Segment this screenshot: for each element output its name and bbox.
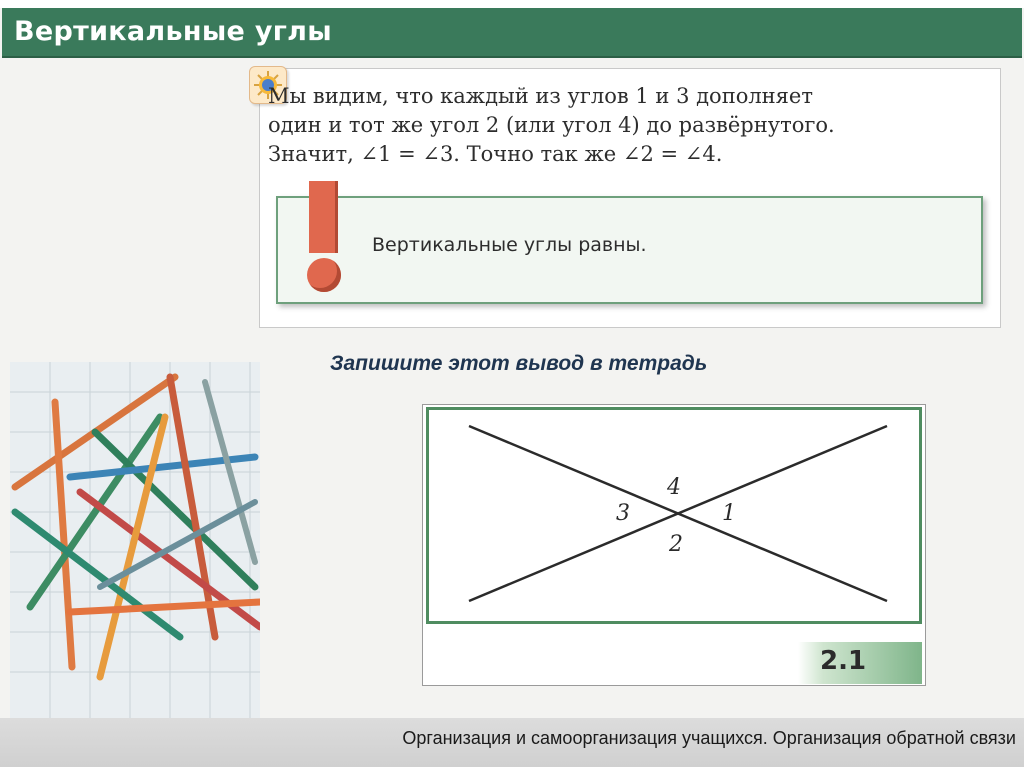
- explanation-paragraph: [268, 82, 998, 169]
- footer-text: Организация и самоорганизация учащихся. Организация обратной связи: [402, 728, 1016, 748]
- instruction-text: Запишите этот вывод в тетрадь: [330, 352, 708, 375]
- paragraph-line: один и тот же угол 2 (или угол 4) до развёрнутого.: [268, 113, 835, 137]
- angle-label-1: 1: [722, 501, 736, 526]
- angle-label-3: 3: [616, 501, 630, 526]
- title-bar: [2, 8, 1022, 58]
- angle-label-4: 4: [667, 475, 681, 500]
- pencils-photo: [10, 362, 260, 718]
- vertical-angles-diagram: [429, 410, 919, 621]
- figure-number: 2.1: [820, 646, 867, 676]
- angle-label-2: 2: [669, 532, 683, 557]
- exclamation-dot: [307, 258, 341, 292]
- slide-title: Вертикальные углы: [14, 16, 332, 47]
- figure-drawing-area: [426, 407, 922, 624]
- rule-text: Вертикальные углы равны.: [372, 234, 647, 256]
- paragraph-line: Значит, ∠1 = ∠3. Точно так же ∠2 = ∠4.: [268, 142, 723, 166]
- paragraph-line: Мы видим, что каждый из углов 1 и 3 дополняет: [268, 84, 813, 108]
- exclamation-icon: [309, 181, 338, 253]
- top-edge: [0, 0, 1024, 8]
